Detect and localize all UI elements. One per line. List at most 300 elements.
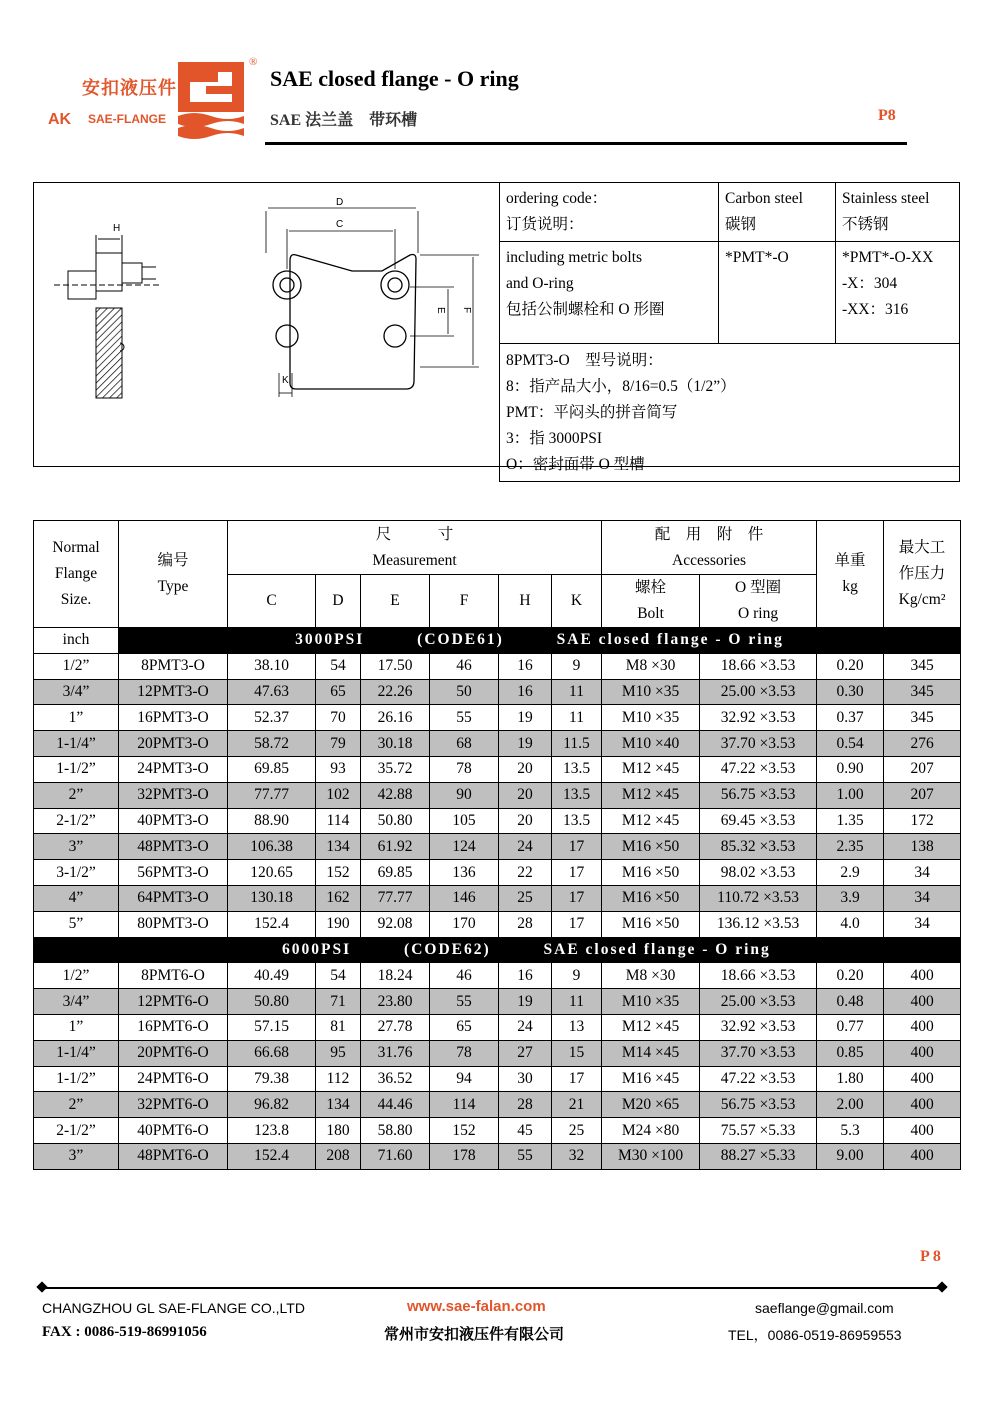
section-title xyxy=(34,937,961,963)
table-cell: 17 xyxy=(552,1066,602,1092)
table-cell: 48PMT6-O xyxy=(119,1143,228,1169)
header-size-line: Normal xyxy=(52,539,100,556)
table-cell: 38.10 xyxy=(228,653,316,679)
table-cell: 30 xyxy=(499,1066,552,1092)
table-row xyxy=(34,1118,961,1144)
table-cell: 5.3 xyxy=(817,1118,884,1144)
section-6000psi xyxy=(34,937,961,963)
table-cell: 65 xyxy=(316,679,361,705)
table-row xyxy=(34,885,961,911)
carbon-steel-header xyxy=(719,183,836,242)
col-oring-en: O ring xyxy=(738,605,779,622)
table-cell: 32 xyxy=(552,1143,602,1169)
table-cell: M20 ×65 xyxy=(602,1092,700,1118)
table-cell: 35.72 xyxy=(361,756,430,782)
table-row xyxy=(34,731,961,757)
drawing-label-c: C xyxy=(336,219,344,230)
page-title: SAE closed flange - O ring xyxy=(270,66,519,91)
table-cell: 0.30 xyxy=(817,679,884,705)
table-cell: 136 xyxy=(430,860,499,886)
header-measurement-cn: 尺 寸 xyxy=(375,525,454,543)
table-cell: 13 xyxy=(552,1014,602,1040)
page-subtitle: SAE 法兰盖 带环槽 xyxy=(270,112,418,129)
table-cell: 3/4” xyxy=(34,679,119,705)
logo-sae-flange: SAE-FLANGE xyxy=(88,112,166,126)
table-cell: 1/2” xyxy=(34,653,119,679)
telephone-number: TEL，0086-0519-86959553 xyxy=(728,1327,902,1343)
registered-mark: ® xyxy=(249,56,258,68)
table-cell: 70 xyxy=(316,705,361,731)
logo-chinese-name: 安扣液压件 xyxy=(82,78,177,99)
table-cell: 152.4 xyxy=(228,911,316,937)
table-cell: 20PMT6-O xyxy=(119,1040,228,1066)
section-name: SAE closed flange - O ring xyxy=(556,631,784,649)
table-cell: 1” xyxy=(34,1014,119,1040)
carbon-steel-cn: 碳钢 xyxy=(725,216,757,233)
table-cell: 50.80 xyxy=(228,989,316,1015)
page-number-top: P8 xyxy=(878,107,896,124)
table-cell: 134 xyxy=(316,834,361,860)
header-type-cn: 编号 xyxy=(157,552,189,569)
table-cell: 32PMT6-O xyxy=(119,1092,228,1118)
table-cell: 69.45 ×3.53 xyxy=(700,808,817,834)
table-cell: M12 ×45 xyxy=(602,1014,700,1040)
including-line-2: and O-ring xyxy=(506,275,574,292)
table-cell: 79.38 xyxy=(228,1066,316,1092)
table-cell: 400 xyxy=(884,1014,961,1040)
col-oring-cn: O 型圈 xyxy=(735,579,782,596)
header-pressure xyxy=(884,521,961,628)
header-divider xyxy=(265,142,907,145)
table-cell: 3” xyxy=(34,834,119,860)
table-row xyxy=(34,808,961,834)
table-cell: 16 xyxy=(499,679,552,705)
company-name-cn: 常州市安扣液压件有限公司 xyxy=(384,1325,565,1343)
logo-ak: AK xyxy=(48,111,72,128)
table-cell: 152 xyxy=(316,860,361,886)
table-cell: 34 xyxy=(884,885,961,911)
email-link[interactable]: saeflange@gmail.com xyxy=(755,1300,894,1316)
col-d: D xyxy=(316,575,361,628)
header-weight xyxy=(817,521,884,628)
table-cell: 71.60 xyxy=(361,1143,430,1169)
table-cell: 50.80 xyxy=(361,808,430,834)
table-cell: 56.75 ×3.53 xyxy=(700,782,817,808)
table-cell: 2” xyxy=(34,782,119,808)
rows-3000psi xyxy=(34,653,961,937)
model-note: 3：指 3000PSI xyxy=(506,430,603,447)
table-cell: M24 ×80 xyxy=(602,1118,700,1144)
section-pressure: 6000PSI xyxy=(282,940,352,958)
page-number-bottom: P 8 xyxy=(920,1248,941,1265)
table-cell: 28 xyxy=(499,1092,552,1118)
table-cell: 2” xyxy=(34,1092,119,1118)
table-cell: 23.80 xyxy=(361,989,430,1015)
header-type xyxy=(119,521,228,628)
table-cell: 15 xyxy=(552,1040,602,1066)
table-cell: M8 ×30 xyxy=(602,653,700,679)
col-bolt-en: Bolt xyxy=(637,605,664,622)
table-cell: M12 ×45 xyxy=(602,756,700,782)
table-cell: 55 xyxy=(499,1143,552,1169)
table-cell: 32PMT3-O xyxy=(119,782,228,808)
table-cell: 85.32 ×3.53 xyxy=(700,834,817,860)
table-cell: M10 ×40 xyxy=(602,731,700,757)
table-row xyxy=(34,653,961,679)
table-cell: 16PMT3-O xyxy=(119,705,228,731)
table-row xyxy=(34,1092,961,1118)
dimension-lines xyxy=(266,208,479,397)
model-note: 8PMT3-O 型号说明： xyxy=(506,352,663,369)
drawing-label-d: D xyxy=(336,197,344,208)
table-cell: 55 xyxy=(430,705,499,731)
table-cell: 136.12 ×3.53 xyxy=(700,911,817,937)
front-view xyxy=(273,255,416,390)
table-cell: 25 xyxy=(499,885,552,911)
table-cell: 47.22 ×3.53 xyxy=(700,756,817,782)
company-name: CHANGZHOU GL SAE-FLANGE CO.,LTD xyxy=(42,1300,305,1316)
table-row xyxy=(34,705,961,731)
table-cell: 11 xyxy=(552,705,602,731)
table-cell: 13.5 xyxy=(552,782,602,808)
table-cell: M10 ×35 xyxy=(602,679,700,705)
table-cell: M12 ×45 xyxy=(602,782,700,808)
table-cell: 42.88 xyxy=(361,782,430,808)
table-cell: 1.80 xyxy=(817,1066,884,1092)
table-cell: 9 xyxy=(552,653,602,679)
table-cell: 69.85 xyxy=(228,756,316,782)
table-cell: 22.26 xyxy=(361,679,430,705)
table-cell: 45 xyxy=(499,1118,552,1144)
col-f: F xyxy=(430,575,499,628)
carbon-code: *PMT*-O xyxy=(725,249,789,266)
table-cell: 18.66 ×3.53 xyxy=(700,653,817,679)
table-cell: 17 xyxy=(552,860,602,886)
table-row xyxy=(34,679,961,705)
table-cell: 50 xyxy=(430,679,499,705)
header-size xyxy=(34,521,119,628)
table-cell: 276 xyxy=(884,731,961,757)
table-cell: 65 xyxy=(430,1014,499,1040)
table-cell: 36.52 xyxy=(361,1066,430,1092)
table-cell: M16 ×45 xyxy=(602,1066,700,1092)
table-cell: 1” xyxy=(34,705,119,731)
table-cell: 3/4” xyxy=(34,989,119,1015)
table-cell: 114 xyxy=(430,1092,499,1118)
inch-label: inch xyxy=(34,628,119,654)
table-cell: 46 xyxy=(430,653,499,679)
table-cell: 5” xyxy=(34,911,119,937)
model-note: O：密封面带 O 型槽 xyxy=(506,456,645,473)
rows-6000psi xyxy=(34,963,961,1169)
header-measurement-en: Measurement xyxy=(372,551,457,569)
table-cell: 9.00 xyxy=(817,1143,884,1169)
table-cell: 32.92 ×3.53 xyxy=(700,1014,817,1040)
table-cell: 400 xyxy=(884,1066,961,1092)
table-cell: 1-1/2” xyxy=(34,1066,119,1092)
table-cell: 88.90 xyxy=(228,808,316,834)
table-cell: 105 xyxy=(430,808,499,834)
table-cell: 11 xyxy=(552,679,602,705)
table-cell: 190 xyxy=(316,911,361,937)
table-cell: 12PMT6-O xyxy=(119,989,228,1015)
table-cell: 120.65 xyxy=(228,860,316,886)
header-weight-en: kg xyxy=(842,578,858,595)
table-cell: 46 xyxy=(430,963,499,989)
section-pressure: 3000PSI xyxy=(295,631,365,649)
drawing-label-h: H xyxy=(113,223,121,234)
table-cell: 16 xyxy=(499,653,552,679)
table-cell: 92.08 xyxy=(361,911,430,937)
header-weight-cn: 单重 xyxy=(834,552,866,569)
table-cell: 32.92 ×3.53 xyxy=(700,705,817,731)
table-cell: M14 ×45 xyxy=(602,1040,700,1066)
table-cell: 69.85 xyxy=(361,860,430,886)
ordering-info-table xyxy=(499,182,960,482)
table-cell: 208 xyxy=(316,1143,361,1169)
table-cell: 80PMT3-O xyxy=(119,911,228,937)
table-cell: M10 ×35 xyxy=(602,989,700,1015)
table-cell: 54 xyxy=(316,963,361,989)
table-cell: 162 xyxy=(316,885,361,911)
table-cell: 1-1/4” xyxy=(34,1040,119,1066)
table-cell: 400 xyxy=(884,1092,961,1118)
stainless-steel-header xyxy=(836,183,960,242)
flange-drawing xyxy=(34,183,499,466)
table-cell: 40.49 xyxy=(228,963,316,989)
table-cell: 19 xyxy=(499,705,552,731)
section-code: (CODE62) xyxy=(404,940,491,958)
table-cell: 20 xyxy=(499,782,552,808)
col-h: H xyxy=(499,575,552,628)
table-cell: 88.27 ×5.33 xyxy=(700,1143,817,1169)
header-accessories-cn: 配 用 附 件 xyxy=(654,525,764,543)
table-cell: 68 xyxy=(430,731,499,757)
table-cell: 47.22 ×3.53 xyxy=(700,1066,817,1092)
table-cell: 56.75 ×3.53 xyxy=(700,1092,817,1118)
table-row xyxy=(34,834,961,860)
table-cell: 20 xyxy=(499,756,552,782)
table-cell: 16PMT6-O xyxy=(119,1014,228,1040)
table-cell: 2-1/2” xyxy=(34,808,119,834)
col-bolt-cn: 螺栓 xyxy=(635,579,667,596)
table-cell: 78 xyxy=(430,1040,499,1066)
table-cell: 40PMT3-O xyxy=(119,808,228,834)
table-cell: 106.38 xyxy=(228,834,316,860)
fax-number: FAX : 0086-519-86991056 xyxy=(42,1324,207,1340)
table-cell: 178 xyxy=(430,1143,499,1169)
table-cell: 0.90 xyxy=(817,756,884,782)
table-cell: 75.57 ×5.33 xyxy=(700,1118,817,1144)
table-row xyxy=(34,1143,961,1169)
table-cell: 27.78 xyxy=(361,1014,430,1040)
table-cell: 58.72 xyxy=(228,731,316,757)
table-cell: 138 xyxy=(884,834,961,860)
table-cell: 24 xyxy=(499,1014,552,1040)
table-cell: 25.00 ×3.53 xyxy=(700,679,817,705)
table-row xyxy=(34,1040,961,1066)
table-row xyxy=(34,756,961,782)
table-cell: 180 xyxy=(316,1118,361,1144)
table-cell: 48PMT3-O xyxy=(119,834,228,860)
table-cell: 0.54 xyxy=(817,731,884,757)
table-cell: 146 xyxy=(430,885,499,911)
table-cell: 172 xyxy=(884,808,961,834)
carbon-code-cell xyxy=(719,242,836,344)
table-row xyxy=(34,963,961,989)
table-cell: 1-1/2” xyxy=(34,756,119,782)
table-cell: 81 xyxy=(316,1014,361,1040)
table-cell: M16 ×50 xyxy=(602,911,700,937)
table-cell: 13.5 xyxy=(552,756,602,782)
table-cell: 19 xyxy=(499,731,552,757)
header-accessories xyxy=(602,521,817,575)
stainless-steel-cn: 不锈钢 xyxy=(842,216,889,233)
table-cell: 11 xyxy=(552,989,602,1015)
table-cell: 0.37 xyxy=(817,705,884,731)
table-cell: 152 xyxy=(430,1118,499,1144)
table-cell: 2.35 xyxy=(817,834,884,860)
table-cell: 134 xyxy=(316,1092,361,1118)
table-cell: 0.20 xyxy=(817,963,884,989)
col-k: K xyxy=(552,575,602,628)
ordering-code-en: ordering code： xyxy=(506,190,608,207)
table-cell: 400 xyxy=(884,1143,961,1169)
table-cell: 4” xyxy=(34,885,119,911)
table-cell: 64PMT3-O xyxy=(119,885,228,911)
table-cell: 207 xyxy=(884,756,961,782)
table-cell: 37.70 ×3.53 xyxy=(700,731,817,757)
table-cell: 13.5 xyxy=(552,808,602,834)
table-cell: 22 xyxy=(499,860,552,886)
table-cell: 8PMT6-O xyxy=(119,963,228,989)
table-cell: 0.77 xyxy=(817,1014,884,1040)
drawing-label-e: E xyxy=(435,307,446,314)
col-c: C xyxy=(228,575,316,628)
table-cell: 24PMT3-O xyxy=(119,756,228,782)
table-row xyxy=(34,1014,961,1040)
table-cell: 400 xyxy=(884,963,961,989)
section-name: SAE closed flange - O ring xyxy=(543,940,771,958)
table-cell: M30 ×100 xyxy=(602,1143,700,1169)
table-cell: 27 xyxy=(499,1040,552,1066)
section-3000psi xyxy=(34,628,961,654)
table-cell: 30.18 xyxy=(361,731,430,757)
header-measurement xyxy=(228,521,602,575)
including-line-1: including metric bolts xyxy=(506,249,643,266)
col-e: E xyxy=(361,575,430,628)
model-notes-cell xyxy=(500,344,960,482)
table-cell: 17 xyxy=(552,885,602,911)
table-cell: 37.70 ×3.53 xyxy=(700,1040,817,1066)
table-cell: 124 xyxy=(430,834,499,860)
table-cell: 3-1/2” xyxy=(34,860,119,886)
table-cell: M16 ×50 xyxy=(602,885,700,911)
table-cell: 345 xyxy=(884,705,961,731)
header-accessories-en: Accessories xyxy=(672,551,747,569)
table-cell: 93 xyxy=(316,756,361,782)
table-cell: 56PMT3-O xyxy=(119,860,228,886)
table-cell: 400 xyxy=(884,1118,961,1144)
model-note: 8：指产品大小，8/16=0.5（1/2”） xyxy=(506,378,736,395)
ordering-code-cn: 订货说明： xyxy=(506,216,584,233)
table-cell: 1/2” xyxy=(34,963,119,989)
table-cell: 19 xyxy=(499,989,552,1015)
stainless-xx: -XX：316 xyxy=(842,301,909,318)
table-cell: 78 xyxy=(430,756,499,782)
table-cell: M8 ×30 xyxy=(602,963,700,989)
stainless-steel-en: Stainless steel xyxy=(842,190,930,207)
table-row xyxy=(34,911,961,937)
table-cell: M12 ×45 xyxy=(602,808,700,834)
table-cell: 61.92 xyxy=(361,834,430,860)
table-cell: M10 ×35 xyxy=(602,705,700,731)
col-oring xyxy=(700,575,817,628)
table-cell: 0.85 xyxy=(817,1040,884,1066)
table-cell: 25.00 ×3.53 xyxy=(700,989,817,1015)
table-cell: 52.37 xyxy=(228,705,316,731)
table-cell: M16 ×50 xyxy=(602,834,700,860)
header-pressure-cn: 作压力 xyxy=(898,565,946,582)
header-size-line: Flange xyxy=(54,565,98,582)
table-cell: 1-1/4” xyxy=(34,731,119,757)
table-cell: 2.9 xyxy=(817,860,884,886)
table-cell: 18.66 ×3.53 xyxy=(700,963,817,989)
table-cell: 77.77 xyxy=(361,885,430,911)
table-cell: 3” xyxy=(34,1143,119,1169)
drawing-label-k: K xyxy=(282,375,289,386)
table-cell: 26.16 xyxy=(361,705,430,731)
table-cell: 1.00 xyxy=(817,782,884,808)
including-cell xyxy=(500,242,719,344)
table-cell: 58.80 xyxy=(361,1118,430,1144)
table-cell: 170 xyxy=(430,911,499,937)
model-note: PMT：平闷头的拼音简写 xyxy=(506,404,678,421)
table-cell: 0.20 xyxy=(817,653,884,679)
table-cell: 11.5 xyxy=(552,731,602,757)
table-cell: 345 xyxy=(884,653,961,679)
website-link[interactable]: www.sae-falan.com xyxy=(407,1298,546,1315)
table-row xyxy=(34,1066,961,1092)
table-cell: 31.76 xyxy=(361,1040,430,1066)
table-cell: 400 xyxy=(884,989,961,1015)
table-cell: 40PMT6-O xyxy=(119,1118,228,1144)
table-cell: 24 xyxy=(499,834,552,860)
table-cell: 9 xyxy=(552,963,602,989)
header-pressure-en: Kg/cm² xyxy=(898,591,946,608)
table-cell: 57.15 xyxy=(228,1014,316,1040)
logo-mark-icon xyxy=(176,60,246,142)
table-cell: 2.00 xyxy=(817,1092,884,1118)
table-cell: 25 xyxy=(552,1118,602,1144)
header-size-line: Size. xyxy=(60,591,92,608)
table-cell: 54 xyxy=(316,653,361,679)
table-cell: 2-1/2” xyxy=(34,1118,119,1144)
table-cell: 90 xyxy=(430,782,499,808)
table-cell: 95 xyxy=(316,1040,361,1066)
table-cell: 8PMT3-O xyxy=(119,653,228,679)
table-cell: 18.24 xyxy=(361,963,430,989)
header-pressure-cn: 最大工 xyxy=(898,539,946,556)
table-cell: 112 xyxy=(316,1066,361,1092)
table-cell: 44.46 xyxy=(361,1092,430,1118)
stainless-code: *PMT*-O-XX xyxy=(842,249,934,266)
table-cell: 20PMT3-O xyxy=(119,731,228,757)
ordering-code-cell xyxy=(500,183,719,242)
table-cell: 3.9 xyxy=(817,885,884,911)
drawing-label-f: F xyxy=(461,307,472,314)
table-cell: 1.35 xyxy=(817,808,884,834)
